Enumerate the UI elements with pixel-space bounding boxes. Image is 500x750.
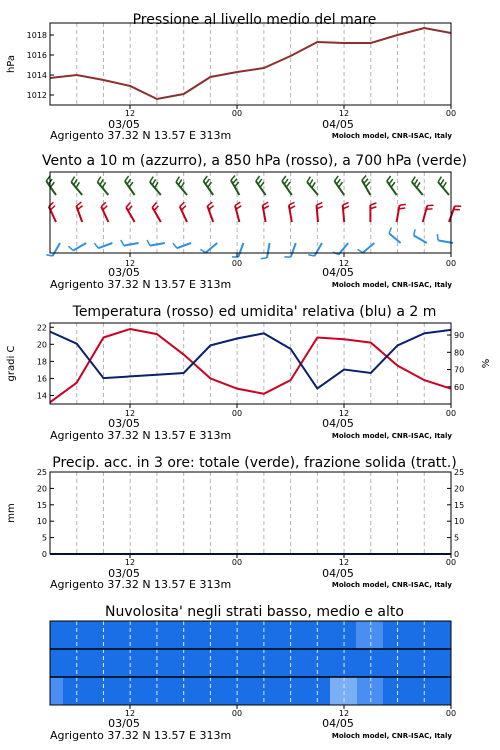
wind-barb-feather xyxy=(51,182,55,187)
y-tick-label: 5 xyxy=(41,533,47,543)
wind-barb xyxy=(176,177,189,197)
wind-barb-feather xyxy=(256,176,260,181)
wind-barb-feather xyxy=(155,182,158,187)
wind-barb xyxy=(389,227,402,245)
y-axis-label: gradi C xyxy=(6,345,17,382)
wind-barb xyxy=(147,240,165,246)
wind-barb-shaft xyxy=(267,243,270,258)
wind-barb xyxy=(256,176,268,197)
x-tick-label: 12 xyxy=(338,558,350,567)
wind-barb-feather xyxy=(173,243,177,248)
wind-barb-feather xyxy=(231,176,235,181)
y-tick-label: 1012 xyxy=(26,91,47,100)
wind-barb-feather xyxy=(387,176,391,181)
y-tick-label: 18 xyxy=(36,357,47,367)
wind-barb-shaft xyxy=(238,243,243,257)
wind-barb-feather xyxy=(364,179,368,184)
x-date-label: 03/05 xyxy=(108,567,140,580)
wind-barb xyxy=(76,202,85,223)
x-tick-label: 00 xyxy=(231,709,243,718)
location-label: Agrigento 37.32 N 13.57 E 313m xyxy=(50,129,232,142)
x-tick-label: 00 xyxy=(445,558,457,567)
wind-barb-shaft xyxy=(363,243,374,253)
wind-barb-shaft xyxy=(438,182,449,195)
wind-barb-feather xyxy=(307,177,310,182)
x-tick-label: 00 xyxy=(231,259,243,268)
plot-frame xyxy=(50,472,451,554)
wind-barb xyxy=(414,229,428,245)
wind-barb xyxy=(315,203,323,223)
wind-barb-feather xyxy=(76,182,79,187)
y-right-tick-label: 0 xyxy=(454,550,460,559)
wind-barb-feather xyxy=(180,202,185,206)
x-date-label: 03/05 xyxy=(108,266,140,279)
y-right-tick-label: 20 xyxy=(454,484,465,494)
y-right-tick-label: 70 xyxy=(454,365,465,375)
wind-barb-feather xyxy=(152,203,156,208)
x-date-label: 03/05 xyxy=(108,118,140,131)
wind-barb xyxy=(289,202,295,222)
x-date-label: 03/05 xyxy=(108,417,140,430)
wind-barb-shaft xyxy=(150,243,165,246)
wind-barb-feather xyxy=(391,182,395,187)
gridlines-3 xyxy=(77,472,425,554)
wind-barb xyxy=(333,241,351,254)
wind-barb-feather xyxy=(147,240,150,246)
model-credit: Moloch model, CNR-ISAC, Italy xyxy=(331,432,452,440)
wind-barb-shaft xyxy=(53,243,61,256)
wind-barb-feather xyxy=(362,176,366,181)
x-tick-label: 00 xyxy=(231,409,243,418)
panel-title: Nuvolosita' negli strati basso, medio e alto xyxy=(105,604,404,620)
wind-barb-feather xyxy=(400,204,406,205)
wind-barb xyxy=(282,176,294,197)
plot-frame xyxy=(50,23,451,105)
wind-barb-feather xyxy=(154,206,158,211)
wind-barb xyxy=(438,177,451,197)
wind-barb xyxy=(152,203,163,224)
cloud-cell xyxy=(357,677,383,705)
location-label: Agrigento 37.32 N 13.57 E 313m xyxy=(50,729,232,742)
wind-barbs xyxy=(46,176,461,259)
wind-barb-feather xyxy=(46,255,52,256)
wind-barb-feather xyxy=(312,182,315,187)
wind-barb-feather xyxy=(389,179,393,184)
cloud-cell xyxy=(356,621,383,649)
wind-barb-feather xyxy=(309,179,312,184)
model-credit: Moloch model, CNR-ISAC, Italy xyxy=(331,281,452,289)
x-tick-label: 00 xyxy=(445,259,457,268)
wind-barb-feather xyxy=(334,176,338,181)
wind-barb-feather xyxy=(389,227,391,233)
pressure-series-line xyxy=(50,28,451,99)
wind-barb-feather xyxy=(46,176,50,181)
wind-barb-feather xyxy=(207,202,212,206)
wind-barb-feather xyxy=(78,206,83,210)
y-right-axis-label: % xyxy=(481,358,492,369)
wind-barb xyxy=(232,242,246,257)
y-tick-label: 22 xyxy=(36,323,47,333)
x-date-label: 03/05 xyxy=(108,717,140,730)
wind-barb-feather xyxy=(50,206,55,210)
wind-barb-shaft xyxy=(291,243,296,257)
wind-barb-feather xyxy=(399,208,405,209)
x-tick-label: 12 xyxy=(338,409,350,418)
wind-barb xyxy=(200,241,219,253)
cloud-background xyxy=(50,621,451,705)
wind-barb-shaft xyxy=(387,181,397,195)
wind-barb-shaft xyxy=(203,181,213,195)
wind-barb-feather xyxy=(261,258,267,259)
gridlines-0 xyxy=(77,23,425,105)
wind-barb-feather xyxy=(200,249,205,252)
y-tick-label: 15 xyxy=(36,500,47,510)
x-tick-label: 12 xyxy=(124,558,136,567)
wind-barb xyxy=(308,242,324,256)
panel-title: Pressione al livello medio del mare xyxy=(132,12,377,28)
wind-barb-feather xyxy=(337,179,341,184)
wind-barb-feather xyxy=(150,177,153,182)
wind-barb xyxy=(173,240,192,248)
wind-barb-feather xyxy=(438,177,441,182)
wind-barb-feather xyxy=(235,202,240,205)
x-date-label: 04/05 xyxy=(322,266,354,279)
wind-barb xyxy=(46,242,62,256)
wind-barb-feather xyxy=(233,179,237,184)
wind-barb-shaft xyxy=(449,206,455,222)
wind-barb-shaft xyxy=(315,243,323,256)
wind-barb-feather xyxy=(152,179,155,184)
wind-barb-feather xyxy=(97,177,100,182)
wind-barb-feather xyxy=(366,182,370,187)
x-tick-label: 12 xyxy=(338,709,350,718)
wind-barb xyxy=(68,240,87,250)
wind-barb-feather xyxy=(412,177,415,182)
wind-barb-shaft xyxy=(334,181,344,195)
x-date-label: 04/05 xyxy=(322,717,354,730)
y-tick-label: 25 xyxy=(36,468,47,477)
wind-barb-feather xyxy=(68,246,73,250)
wind-barb-shaft xyxy=(124,243,139,246)
wind-barb-feather xyxy=(206,179,210,184)
x-tick-label: 00 xyxy=(445,409,457,418)
wind-barb-shaft xyxy=(176,182,187,195)
x-tick-label: 00 xyxy=(231,109,243,118)
x-tick-label: 12 xyxy=(124,709,136,718)
x-tick-label: 12 xyxy=(338,109,350,118)
y-right-tick-label: 25 xyxy=(454,468,465,477)
wind-barb xyxy=(394,204,406,222)
wind-barb xyxy=(446,206,461,223)
y-tick-label: 10 xyxy=(36,517,47,527)
y-right-tick-label: 60 xyxy=(454,382,465,392)
wind-barb xyxy=(180,202,190,223)
wind-barb-feather xyxy=(121,240,124,246)
y-tick-label: 20 xyxy=(36,484,47,494)
wind-barb xyxy=(235,202,242,223)
wind-barb-feather xyxy=(258,179,262,184)
panel-title: Vento a 10 m (azzurro), a 850 hPa (rosso), a 700 hPa (verde) xyxy=(41,153,468,169)
x-tick-label: 12 xyxy=(124,109,136,118)
y-right-tick-label: 15 xyxy=(454,500,465,510)
wind-barb-feather xyxy=(443,182,446,187)
y-right-tick-label: 10 xyxy=(454,517,465,527)
wind-barb-feather xyxy=(208,182,212,187)
wind-barb xyxy=(358,241,377,253)
wind-barb-feather xyxy=(417,182,420,187)
wind-barb-feather xyxy=(289,202,295,205)
wind-barb xyxy=(263,202,269,222)
y-right-tick-label: 5 xyxy=(454,533,460,543)
wind-barb xyxy=(101,202,111,223)
cloud-cell xyxy=(330,677,357,705)
y-axis-label: mm xyxy=(6,503,17,523)
wind-barb-feather xyxy=(414,179,417,184)
wind-barb-shaft xyxy=(73,243,86,251)
wind-barb-feather xyxy=(209,206,214,210)
y-tick-label: 1014 xyxy=(26,71,47,80)
wind-barb-shaft xyxy=(46,181,56,195)
wind-barb-feather xyxy=(414,229,415,235)
temperature-series-line xyxy=(50,329,451,402)
y-tick-label: 20 xyxy=(36,340,47,350)
wind-barb-shaft xyxy=(423,206,427,222)
location-label: Agrigento 37.32 N 13.57 E 313m xyxy=(50,278,232,291)
x-tick-label: 12 xyxy=(124,259,136,268)
wind-barb xyxy=(307,177,320,197)
model-credit: Moloch model, CNR-ISAC, Italy xyxy=(331,132,452,140)
y-axis-label: hPa xyxy=(6,54,17,74)
y-right-tick-label: 90 xyxy=(454,331,465,341)
wind-barb-feather xyxy=(71,177,74,182)
wind-barb xyxy=(261,242,273,258)
wind-barb xyxy=(334,176,346,197)
wind-barb-feather xyxy=(284,179,288,184)
wind-barb xyxy=(341,203,349,223)
wind-barb xyxy=(362,176,373,197)
wind-barb-shaft xyxy=(414,236,427,244)
wind-barb xyxy=(207,202,216,223)
wind-barb-feather xyxy=(125,176,129,181)
wind-barb-feather xyxy=(437,234,438,240)
wind-barb-feather xyxy=(260,182,264,187)
wind-barb-shaft xyxy=(125,181,135,195)
wind-barb xyxy=(97,177,110,197)
wind-barb-shaft xyxy=(307,182,318,195)
model-credit: Moloch model, CNR-ISAC, Italy xyxy=(331,581,452,589)
wind-barb-feather xyxy=(203,176,207,181)
x-tick-label: 12 xyxy=(338,259,350,268)
wind-barb xyxy=(420,205,434,223)
y-tick-label: 1018 xyxy=(26,31,47,40)
x-tick-label: 00 xyxy=(445,709,457,718)
wind-barb-feather xyxy=(94,243,98,248)
wind-barb xyxy=(125,176,137,197)
x-tick-label: 00 xyxy=(231,558,243,567)
y-tick-label: 14 xyxy=(36,391,47,401)
wind-barb-feather xyxy=(176,177,179,182)
plot-frame xyxy=(50,172,451,253)
wind-barb xyxy=(46,176,58,197)
location-label: Agrigento 37.32 N 13.57 E 313m xyxy=(50,578,232,591)
x-date-label: 04/05 xyxy=(322,417,354,430)
wind-barb-feather xyxy=(339,182,343,187)
location-label: Agrigento 37.32 N 13.57 E 313m xyxy=(50,429,232,442)
model-credit: Moloch model, CNR-ISAC, Italy xyxy=(331,732,452,740)
wind-barb-feather xyxy=(126,203,130,208)
wind-barb xyxy=(126,203,137,224)
wind-barb-shaft xyxy=(389,233,400,243)
wind-barb-shaft xyxy=(98,243,112,248)
wind-barb-shaft xyxy=(150,182,161,195)
wind-barb-shaft xyxy=(97,182,108,195)
x-tick-label: 00 xyxy=(445,109,457,118)
wind-barb-shaft xyxy=(206,243,217,253)
y-tick-label: 0 xyxy=(41,550,47,559)
x-tick-label: 12 xyxy=(124,409,136,418)
wind-barb-feather xyxy=(286,182,290,187)
panel-title: Precip. acc. in 3 ore: totale (verde), frazione solida (tratt.) xyxy=(52,455,457,471)
wind-barb xyxy=(284,242,298,257)
y-tick-label: 1016 xyxy=(26,51,47,60)
wind-barb xyxy=(231,176,242,197)
wind-barb xyxy=(367,203,376,222)
wind-barb xyxy=(412,177,425,197)
wind-barb-feather xyxy=(440,179,443,184)
y-right-tick-label: 80 xyxy=(454,348,465,358)
wind-barb-feather xyxy=(178,179,181,184)
wind-barb-feather xyxy=(282,176,286,181)
wind-barb xyxy=(71,177,84,197)
wind-barb xyxy=(203,176,215,197)
cloud-cell xyxy=(50,677,63,705)
x-date-label: 04/05 xyxy=(322,567,354,580)
wind-barb-feather xyxy=(308,255,314,256)
wind-barb-feather xyxy=(358,249,363,252)
y-tick-label: 16 xyxy=(36,374,47,384)
wind-barb-shaft xyxy=(412,182,423,195)
wind-barb-feather xyxy=(100,179,103,184)
x-date-label: 04/05 xyxy=(322,118,354,131)
panel-title: Temperatura (rosso) ed umidita' relativa (blu) a 2 m xyxy=(72,304,437,320)
